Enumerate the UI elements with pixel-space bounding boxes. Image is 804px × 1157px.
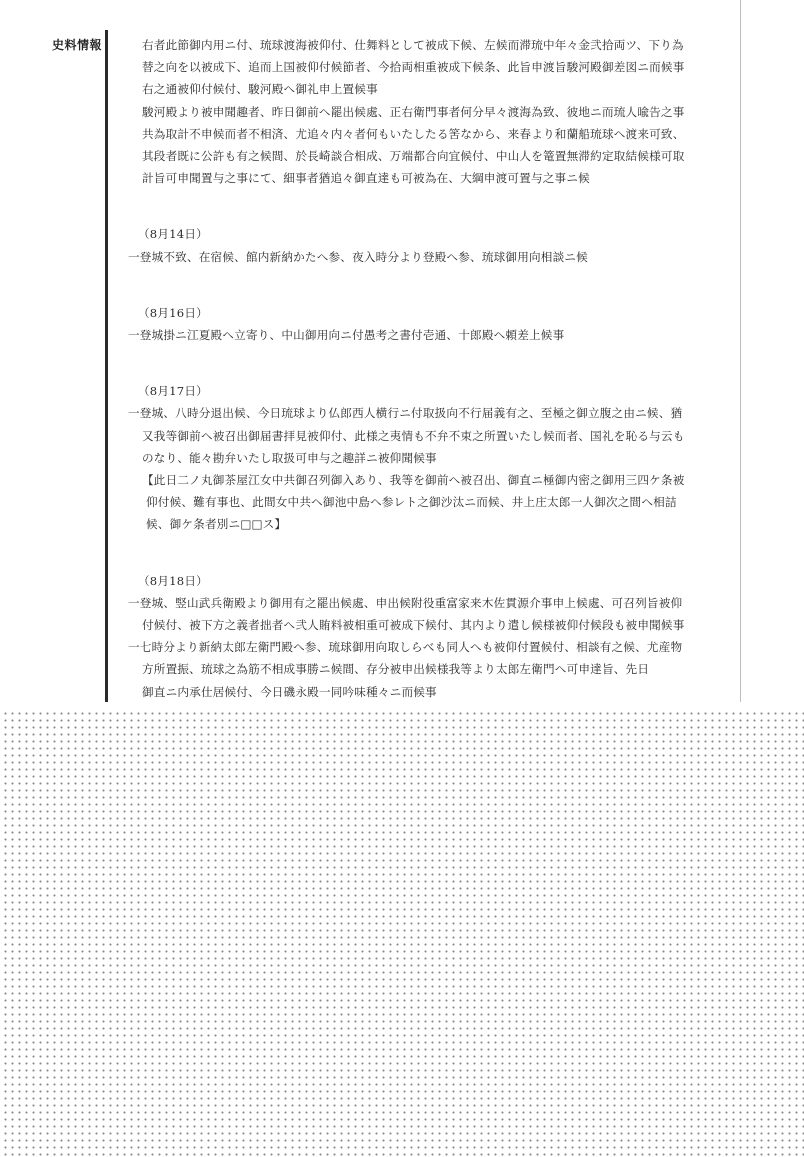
text-line: 一登城、竪山武兵衛殿より御用有之罷出候處、申出候附役重富家来木佐貫源介事申上候處、可召列旨被仰 — [128, 595, 683, 610]
entry-aug16 — [128, 302, 728, 346]
entry-date: （8月17日） — [138, 384, 208, 399]
text-line: 一登城、八時分退出候、今日琉球より仏郎西人横行ニ付取扱向不行届義有之、至極之御立腹之由ニ候、猶 — [128, 406, 683, 421]
entry-date: （8月18日） — [138, 573, 208, 588]
text-line: 計旨可申聞置与之事にて、細事者猶追々御直達も可被為在、大綱申渡可置与之事ニ候 — [142, 171, 590, 186]
margin-rule — [105, 30, 108, 702]
text-line: 一登城掛ニ江夏殿へ立寄り、中山御用向ニ付愚考之書付壱通、十郎殿へ頼差上候事 — [128, 328, 565, 343]
document-body — [128, 34, 728, 703]
page-edge — [740, 0, 741, 702]
entry-aug14 — [128, 223, 728, 267]
text-line: 共為取計不申候而者不相済、尤追々内々者何もいたしたる筈なから、来春より和蘭船琉球へ渡来可致、 — [142, 126, 685, 141]
text-line: 一七時分より新納太郎左衛門殿へ参、琉球御用向取しらべも同人へも被仰付置候付、相談有之候、尤産物 — [128, 640, 683, 655]
entry-aug17 — [128, 380, 728, 535]
text-line: 其段者既に公許も有之候間、於長崎談合相成、万端都合向宜候付、中山人を篭置無滞約定取結候様可取 — [142, 149, 685, 164]
text-line: 又我等御前へ被召出御届書拝見被仰付、此様之夷情も不弁不束之所置いたし候而者、国礼を恥る与云も — [142, 428, 685, 443]
dotted-background — [0, 700, 804, 1157]
note-line: 【此日二ノ丸御茶屋江女中共御召列御入あり、我等を御前へ被召出、御直ニ極御内密之御用三四ケ条被 — [142, 473, 685, 488]
text-line: 方所置振、琉球之為筋不相成事勝ニ候間、存分被申出候様我等より太郎左衛門へ可申達旨、先日 — [142, 662, 650, 677]
note-line: 候、御ケ条者別ニ□□ス】 — [146, 517, 287, 532]
entry-date: （8月14日） — [138, 227, 208, 242]
text-line: 右者此節御内用ニ付、琉球渡海被仰付、仕舞料として被成下候、左候而滞琉中年々金弐拾両ツ、下り為 — [142, 38, 684, 52]
text-line: 一登城不致、在宿候、館内新納かたへ参、夜入時分より登殿へ参、琉球御用向相談ニ候 — [128, 249, 588, 264]
text-line: 替之向を以被成下、追而上国被仰付候節者、今拾両相重被成下候条、此旨申渡旨駿河殿御差図ニ而候事 — [142, 60, 685, 75]
entry-date: （8月16日） — [138, 305, 208, 320]
text-line: 御直ニ内承仕居候付、今日磯永殿一同吟味種々ニ而候事 — [142, 684, 437, 699]
section-label: 史料情報 — [52, 38, 103, 52]
note-line: 仰付候、難有事也、此間女中共へ御池中島へ参レト之御沙汰ニ而候、井上庄太郎一人御次之間へ相詰 — [146, 495, 677, 510]
text-line: のなり、能々勘弁いたし取扱可申与之趣詳ニ被仰聞候事 — [142, 450, 437, 465]
text-line: 付候付、被下方之義者拙者へ弐人賄料被相重可被成下候付、其内より遣し候様被仰付候段も被申聞候事 — [142, 618, 685, 633]
text-line: 右之通被仰付候付、駿河殿へ御礼申上置候事 — [142, 82, 378, 97]
entry-aug18 — [128, 570, 728, 703]
intro-block — [128, 34, 728, 189]
text-line: 駿河殿より被申聞趣者、昨日御前へ罷出候處、正右衛門事者何分早々渡海為致、彼地ニ而琉人喩告之事 — [142, 104, 685, 119]
